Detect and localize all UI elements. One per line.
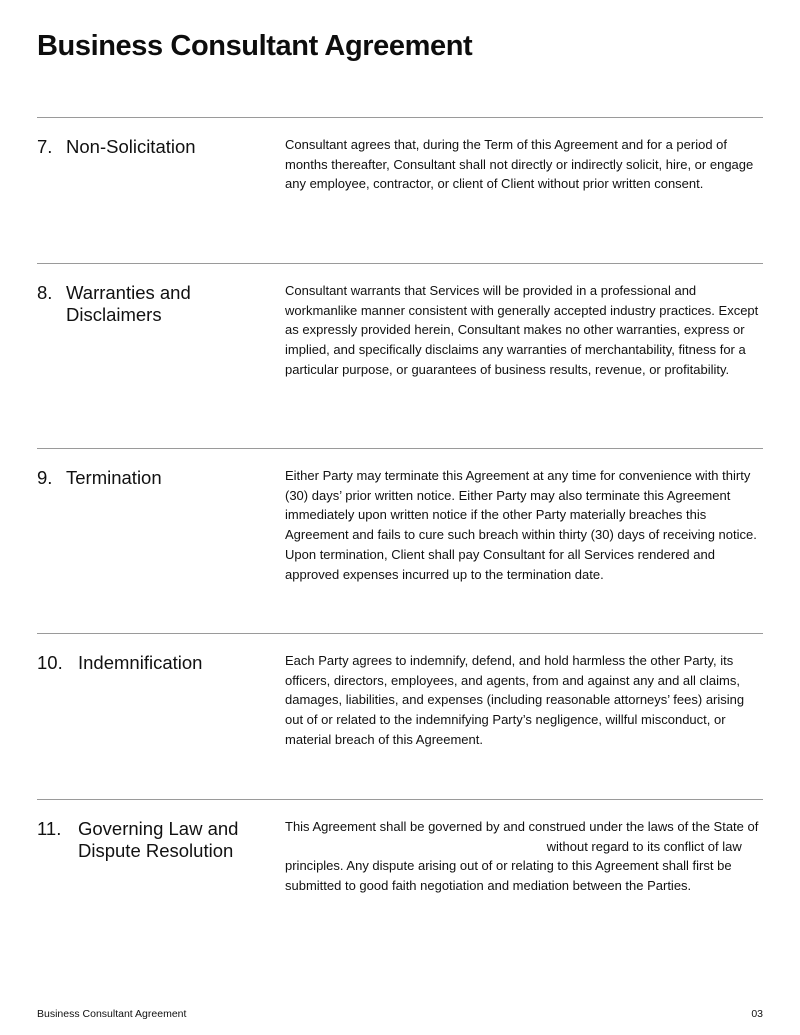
section-number: 9. (37, 467, 53, 488)
section-body (285, 135, 765, 194)
section-non-solicitation (37, 117, 763, 263)
section-body: Each Party agrees to indemnify, defend, and hold harmless the other Party, its officers, directors, employees, and agents, from and against any and all claims, damages, liabilities, and expenses (including reasonable attorneys’ fees) arising out of or related to the indemnifying Party’s negligence, willful misconduct, or material breach of this Agreement. (285, 653, 745, 747)
section-body-text: months thereafter, Consultant shall not directly or indirectly solicit, hire, or engage any employee, contractor, or client of Client without prior written consent. (285, 156, 754, 192)
section-indemnification (37, 633, 763, 799)
section-title: Warranties and Disclaimers (66, 282, 191, 325)
section-title: Governing Law and Dispute Resolution (78, 818, 239, 861)
section-body (285, 817, 765, 896)
section-body: Either Party may terminate this Agreement at any time for convenience with thirty (30) days’ prior written notice. Either Party may also terminate this Agreement immediately upon written notice if the other Party materially breaches this Agreement and fails to cure such breach within thirty (30) days of receiving notice. Upon termination, Client shall pay Consultant for all Services rendered and approved expenses incurred up to the termination date. (285, 468, 757, 582)
section-number: 10. (37, 652, 63, 673)
section-body-text: This Agreement shall be governed by and construed under the laws of the State of (285, 819, 759, 834)
section-title: Termination (66, 467, 162, 488)
section-heading (37, 652, 267, 674)
section-title: Non-Solicitation (66, 136, 196, 157)
section-heading (37, 818, 267, 862)
page-number: 03 (751, 1008, 763, 1020)
section-governing-law (37, 799, 763, 999)
section-body-text: without regard to its conflict of law principles. Any dispute arising out of or relating to this Agreement shall first be submitted to good faith negotiation and mediation between the Parties. (285, 838, 742, 894)
page-footer (37, 1008, 763, 1020)
section-heading (37, 282, 267, 326)
section-body-text: Consultant agrees that, during the Term of this Agreement and for a period of (285, 137, 728, 152)
document-title: Business Consultant Agreement (37, 30, 473, 62)
section-heading (37, 467, 267, 489)
section-number: 11. (37, 818, 62, 839)
section-title: Indemnification (78, 652, 203, 673)
sections-list (37, 117, 763, 999)
section-warranties (37, 263, 763, 448)
section-body: Consultant warrants that Services will be provided in a professional and workmanlike manner consistent with generally accepted industry practices. Except as expressly provided herein, Consultant makes no other warranties, express or implied, and specifically disclaims any warranties of merchantability, fitness for a particular purpose, or guarantees of business results, revenue, or profitability. (285, 283, 759, 377)
section-number: 7. (37, 136, 53, 157)
section-number: 8. (37, 282, 53, 303)
section-heading (37, 136, 267, 158)
section-termination (37, 448, 763, 633)
footer-document-name: Business Consultant Agreement (37, 1008, 187, 1020)
